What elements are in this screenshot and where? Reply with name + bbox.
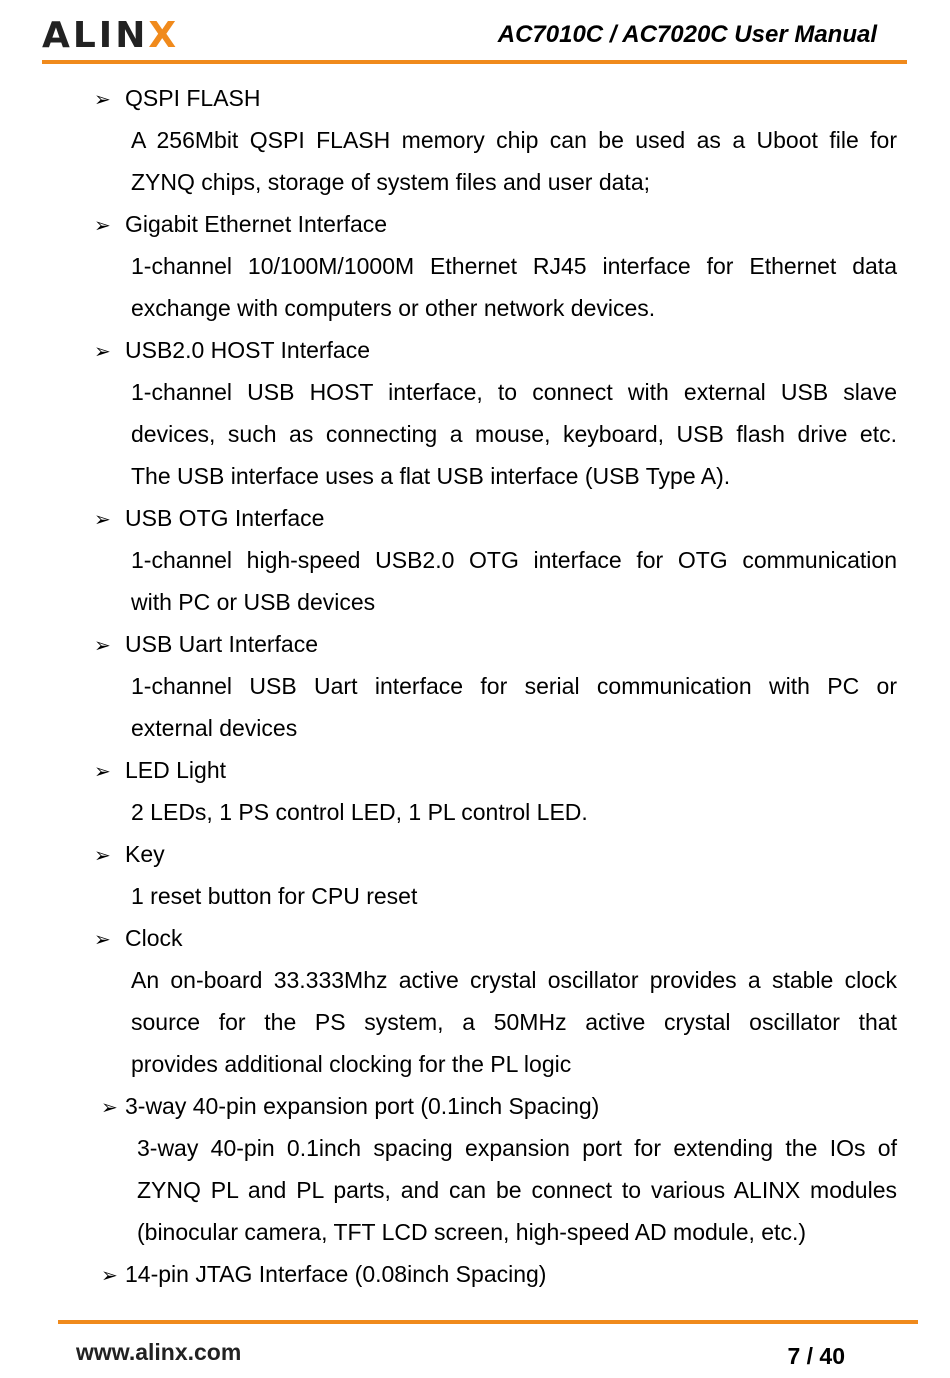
section-heading: ➢ LED Light — [94, 749, 226, 791]
section-text-line: A 256Mbit QSPI FLASH memory chip can be used as a Uboot file for — [131, 127, 897, 153]
section-heading: ➢ USB2.0 HOST Interface — [94, 329, 370, 371]
section-text-line: ZYNQ PL and PL parts, and can be connect to various ALINX modules — [137, 1177, 897, 1203]
arrow-bullet-icon: ➢ — [94, 927, 111, 951]
section-text-line: The USB interface uses a flat USB interface (USB Type A). — [131, 463, 731, 489]
section-text-line: source for the PS system, a 50MHz active crystal oscillator that — [131, 1009, 897, 1035]
arrow-bullet-icon: ➢ — [101, 1263, 118, 1287]
arrow-bullet-icon: ➢ — [94, 87, 111, 111]
arrow-bullet-icon: ➢ — [94, 633, 111, 657]
section-text-line: 1-channel high-speed USB2.0 OTG interface for OTG communication — [131, 547, 897, 573]
section-heading: ➢ USB OTG Interface — [94, 497, 324, 539]
section-text-line: with PC or USB devices — [131, 589, 376, 615]
arrow-bullet-icon: ➢ — [94, 507, 111, 531]
footer-divider — [58, 1320, 918, 1324]
footer-url: www.alinx.com — [76, 1339, 242, 1365]
section-text-line: (binocular camera, TFT LCD screen, high-speed AD module, etc.) — [137, 1219, 806, 1245]
section-heading: ➢ QSPI FLASH — [94, 77, 260, 119]
arrow-bullet-icon: ➢ — [94, 339, 111, 363]
section-text-line: external devices — [131, 715, 298, 741]
section-heading: ➢ 14-pin JTAG Interface (0.08inch Spacing) — [101, 1253, 546, 1295]
page-number: 7 / 40 — [787, 1343, 845, 1369]
section-text-line: 3-way 40-pin 0.1inch spacing expansion port for extending the IOs of — [137, 1135, 897, 1161]
section-text-line: 1 reset button for CPU reset — [131, 883, 418, 909]
section-text-line: ZYNQ chips, storage of system files and user data; — [131, 169, 651, 195]
section-text-line: provides additional clocking for the PL logic — [131, 1051, 572, 1077]
arrow-bullet-icon: ➢ — [101, 1095, 118, 1119]
section-text-line: 1-channel USB HOST interface, to connect with external USB slave — [131, 379, 897, 405]
section-heading: ➢ Gigabit Ethernet Interface — [94, 203, 387, 245]
section-text-line: 1-channel 10/100M/1000M Ethernet RJ45 interface for Ethernet data — [131, 253, 897, 279]
section-text-line: 2 LEDs, 1 PS control LED, 1 PL control LED. — [131, 799, 588, 825]
section-text-line: devices, such as connecting a mouse, keyboard, USB flash drive etc. — [131, 421, 897, 447]
section-heading: ➢ 3-way 40-pin expansion port (0.1inch Spacing) — [101, 1085, 599, 1127]
arrow-bullet-icon: ➢ — [94, 759, 111, 783]
alinx-logo — [42, 16, 179, 56]
document-title: AC7010C / AC7020C User Manual — [497, 21, 877, 48]
header-divider — [42, 60, 907, 64]
section-heading: ➢ Clock — [94, 917, 183, 959]
logo-text: ALINX — [42, 15, 180, 56]
section-heading: ➢ USB Uart Interface — [94, 623, 318, 665]
section-text-line: An on-board 33.333Mhz active crystal oscillator provides a stable clock — [131, 967, 897, 993]
section-heading: ➢ Key — [94, 833, 165, 875]
arrow-bullet-icon: ➢ — [94, 213, 111, 237]
arrow-bullet-icon: ➢ — [94, 843, 111, 867]
section-text-line: exchange with computers or other network devices. — [131, 295, 656, 321]
section-text-line: 1-channel USB Uart interface for serial communication with PC or — [131, 673, 897, 699]
